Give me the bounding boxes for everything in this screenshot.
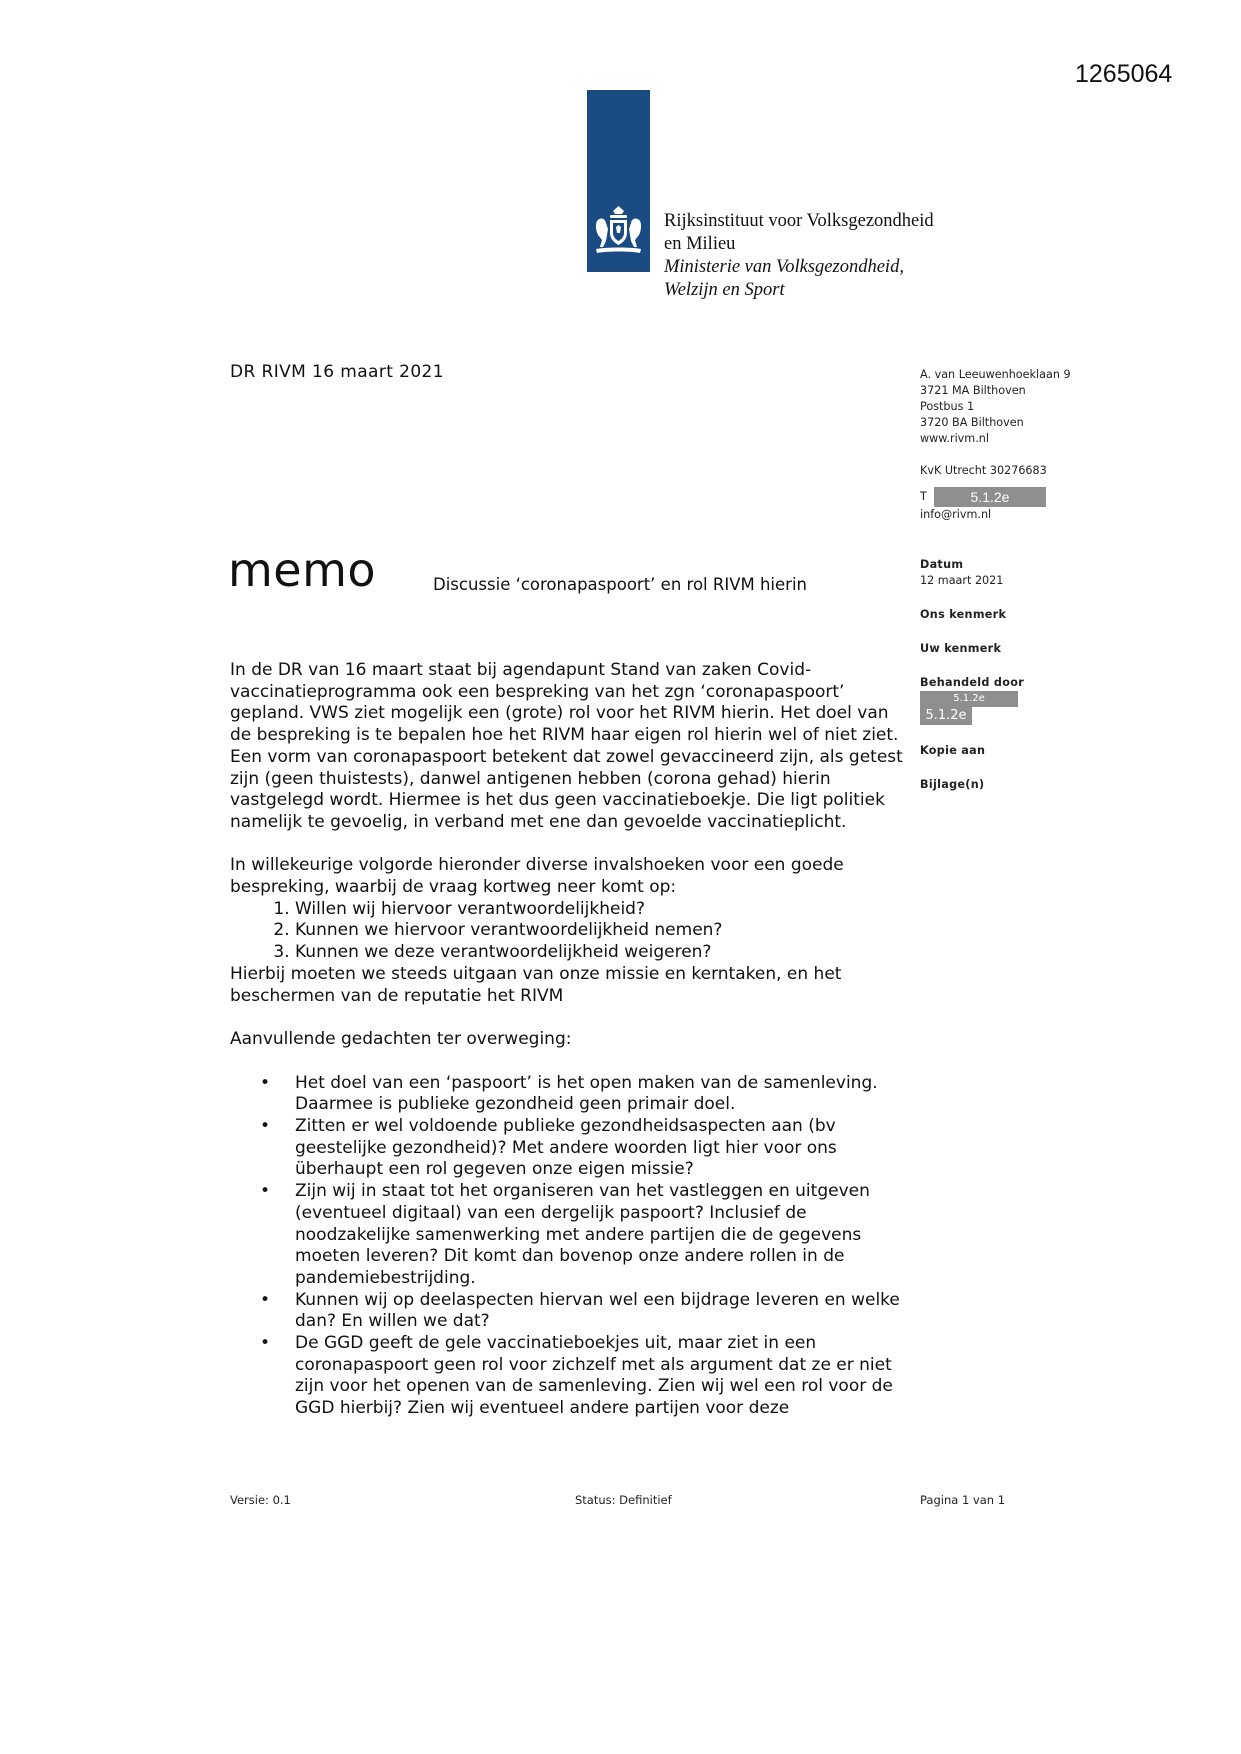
footer-page: Pagina 1 van 1 [920, 1493, 1006, 1507]
uw-kenmerk-block [920, 641, 1150, 657]
org-name-line-2: en Milieu [664, 234, 736, 254]
kopie-label: Kopie aan [920, 744, 986, 757]
additional-heading: Aanvullende gedachten ter overweging: [230, 1028, 572, 1049]
memo-title: memo [228, 543, 377, 597]
phone-redaction: 5.1.2e [934, 487, 1046, 507]
consideration-item: • De GGD geeft de gele vaccinatieboekjes uit, maar ziet in een coronapaspoort geen rol voor zichzelf met als argument dat ze er niet zijn voor het openen van de samenleving. Zien wij wel een rol voor de GGD hierbij? Zien wij eventueel andere partijen voor deze [230, 1333, 910, 1420]
address-line: Postbus 1 [920, 400, 975, 413]
address-line: 3720 BA Bilthoven [920, 416, 1024, 429]
logo-bar [587, 90, 650, 272]
address-line: 3721 MA Bilthoven [920, 384, 1026, 397]
organization-block [664, 210, 934, 302]
phone-row [920, 487, 1150, 507]
consideration-item: • Kunnen wij op deelaspecten hiervan wel een bijdrage leveren en welke dan? En willen we dat? [230, 1290, 910, 1333]
memo-subject: Discussie ‘coronapaspoort’ en rol RIVM hierin [433, 575, 807, 594]
bijlage-label: Bijlage(n) [920, 778, 985, 791]
consideration-item: • Het doel van een ‘paspoort’ is het open maken van de samenleving. Daarmee is publieke gezondheid geen primair doel. [230, 1073, 910, 1116]
lead-paragraph: In willekeurige volgorde hieronder diverse invalshoeken voor een goede bespreking, waarbij de vraag kortweg neer komt op: [230, 855, 844, 898]
ministry-line-2: Welzijn en Sport [664, 280, 785, 300]
datum-value: 12 maart 2021 [920, 574, 1004, 587]
behandeld-label: Behandeld door [920, 676, 1025, 689]
intro-paragraph: In de DR van 16 maart staat bij agendapunt Stand van zaken Covid-vaccinatieprogramma ook een bespreking van het zgn ‘coronapaspoort’ gepland. VWS ziet mogelijk een (grote) rol voor het RIVM hierin. Het doel van de bespreking is te bepalen hoe het RIVM haar eigen rol hierin wel of niet ziet. Een vorm van coronapaspoort betekent dat zowel gevaccineerd zijn, als getest zijn (geen thuistests), danwel antigenen hebben (corona gehad) hierin vastgelegd wordt. Hiermee is het dus geen vaccinatieboekje. Die ligt politiek namelijk te gevoelig, in verband met ene dan gevoelde vaccinatieplicht. [230, 660, 903, 832]
kopie-block [920, 743, 1150, 759]
question-item: 1. Willen wij hiervoor verantwoordelijkheid? [295, 899, 910, 921]
ons-kenmerk-block [920, 607, 1150, 623]
behandeld-redaction: 5.1.2e [920, 707, 972, 725]
memo-body [230, 660, 910, 1420]
org-name-line-1: Rijksinstituut voor Volksgezondheid [664, 211, 934, 231]
behandeld-block [920, 675, 1150, 725]
ministry-line-1: Ministerie van Volksgezondheid, [664, 257, 904, 277]
coat-of-arms-icon [591, 203, 646, 258]
ons-kenmerk-label: Ons kenmerk [920, 608, 1007, 621]
footer-status: Status: Definitief [575, 1493, 672, 1507]
address-line: A. van Leeuwenhoeklaan 9 [920, 368, 1071, 381]
consideration-list [230, 1073, 910, 1420]
website-link[interactable]: www.rivm.nl [920, 432, 989, 445]
email-link[interactable]: info@rivm.nl [920, 508, 992, 521]
closing-paragraph: Hierbij moeten we steeds uitgaan van onze missie en kerntaken, en het beschermen van de reputatie het RIVM [230, 963, 842, 1006]
bijlage-block [920, 777, 1150, 793]
meeting-reference: DR RIVM 16 maart 2021 [230, 362, 444, 382]
footer-version: Versie: 0.1 [230, 1493, 291, 1507]
question-item: 3. Kunnen we deze verantwoordelijkheid weigeren? [295, 942, 910, 964]
datum-block [920, 557, 1150, 589]
uw-kenmerk-label: Uw kenmerk [920, 642, 1002, 655]
document-id: 1265064 [1075, 60, 1173, 88]
consideration-item: • Zitten er wel voldoende publieke gezondheidsaspecten aan (bv geestelijke gezondheid)? Met andere woorden ligt hier voor ons überhaupt een rol gegeven onze eigen missie? [230, 1116, 910, 1181]
question-list [230, 899, 910, 964]
address-sidebar [920, 367, 1150, 793]
kvk-number: KvK Utrecht 30276683 [920, 464, 1047, 477]
phone-label: T [920, 490, 927, 503]
consideration-item: • Zijn wij in staat tot het organiseren van het vastleggen en uitgeven (eventueel digitaal) van een dergelijk paspoort? Inclusief de noodzakelijke samenwerking met andere partijen die de gegevens moeten leveren? Dit komt dan bovenop onze andere rollen in de pandemiebestrijding. [230, 1181, 910, 1290]
behandeld-redaction: 5.1.2e [920, 691, 1018, 707]
question-item: 2. Kunnen we hiervoor verantwoordelijkheid nemen? [295, 920, 910, 942]
datum-label: Datum [920, 558, 964, 571]
